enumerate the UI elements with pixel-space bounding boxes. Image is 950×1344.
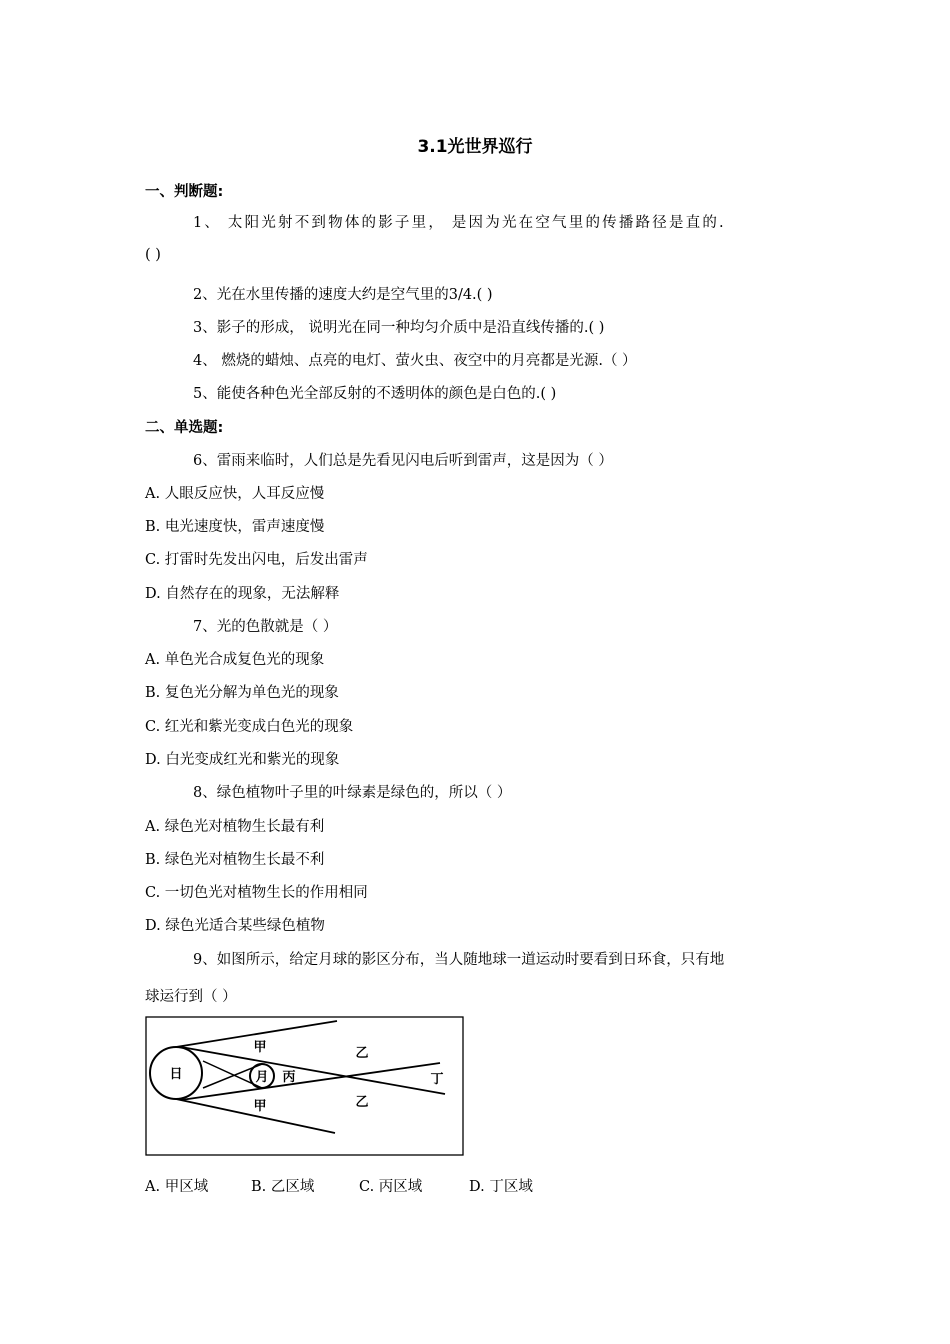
question-8: 8、绿色植物叶子里的叶绿素是绿色的，所以（ ） — [193, 785, 512, 801]
page-title: 3.1光世界巡行 — [417, 137, 533, 157]
section-heading-true-false: 一、判断题: — [145, 184, 224, 200]
question-1-answer-bracket: ( ) — [145, 247, 161, 263]
section-heading-single-choice: 二、单选题: — [145, 420, 224, 436]
question-4: 4、 燃烧的蜡烛、点亮的电灯、萤火虫、夜空中的月亮都是光源.（ ） — [193, 353, 637, 369]
question-9-option-c: C. 丙区域 — [359, 1179, 423, 1195]
region-bing-label: 丙 — [282, 1070, 296, 1085]
question-2: 2、光在水里传播的速度大约是空气里的3/4.( ) — [193, 287, 493, 303]
question-7-option-a: A. 单色光合成复色光的现象 — [145, 652, 325, 668]
question-6: 6、雷雨来临时，人们总是先看见闪电后听到雷声，这是因为（ ） — [193, 453, 613, 469]
region-jia-bottom-label: 甲 — [253, 1099, 267, 1114]
question-5: 5、能使各种色光全部反射的不透明体的颜色是白色的.( ) — [193, 386, 557, 402]
question-9-option-d: D. 丁区域 — [469, 1179, 533, 1195]
eclipse-diagram — [145, 1016, 465, 1158]
question-6-option-c: C. 打雷时先发出闪电，后发出雷声 — [145, 552, 368, 568]
question-7-option-d: D. 白光变成红光和紫光的现象 — [145, 752, 340, 768]
question-1: 1、 太阳光射不到物体的影子里， 是因为光在空气里的传播路径是直的. — [193, 215, 726, 231]
question-3: 3、影子的形成， 说明光在同一种均匀介质中是沿直线传播的.( ) — [193, 320, 605, 336]
region-yi-bottom-label: 乙 — [355, 1095, 369, 1110]
region-ding-label: 丁 — [430, 1072, 444, 1087]
question-9: 9、如图所示，给定月球的影区分布，当人随地球一道运动时要看到日环食，只有地 — [193, 952, 725, 968]
question-9-continued: 球运行到（ ） — [145, 989, 237, 1005]
question-8-option-a: A. 绿色光对植物生长最有利 — [145, 819, 325, 835]
question-7: 7、光的色散就是（ ） — [193, 619, 338, 635]
question-6-option-d: D. 自然存在的现象，无法解释 — [145, 586, 340, 602]
question-9-options — [145, 1175, 533, 1196]
question-7-option-b: B. 复色光分解为单色光的现象 — [145, 685, 339, 701]
diagram-frame — [146, 1017, 463, 1155]
umbra-line-1 — [181, 1047, 445, 1094]
question-8-option-b: B. 绿色光对植物生长最不利 — [145, 852, 325, 868]
question-8-option-d: D. 绿色光适合某些绿色植物 — [145, 918, 325, 934]
moon-label: 月 — [255, 1070, 269, 1085]
region-jia-top-label: 甲 — [253, 1040, 267, 1055]
question-8-option-c: C. 一切色光对植物生长的作用相同 — [145, 885, 368, 901]
question-7-option-c: C. 红光和紫光变成白色光的现象 — [145, 719, 354, 735]
question-9-option-a: A. 甲区域 — [145, 1179, 209, 1195]
region-yi-top-label: 乙 — [355, 1046, 369, 1061]
question-6-option-a: A. 人眼反应快，人耳反应慢 — [145, 486, 325, 502]
question-6-option-b: B. 电光速度快，雷声速度慢 — [145, 519, 325, 535]
sun-label: 日 — [169, 1067, 183, 1082]
question-9-option-b: B. 乙区域 — [251, 1179, 315, 1195]
